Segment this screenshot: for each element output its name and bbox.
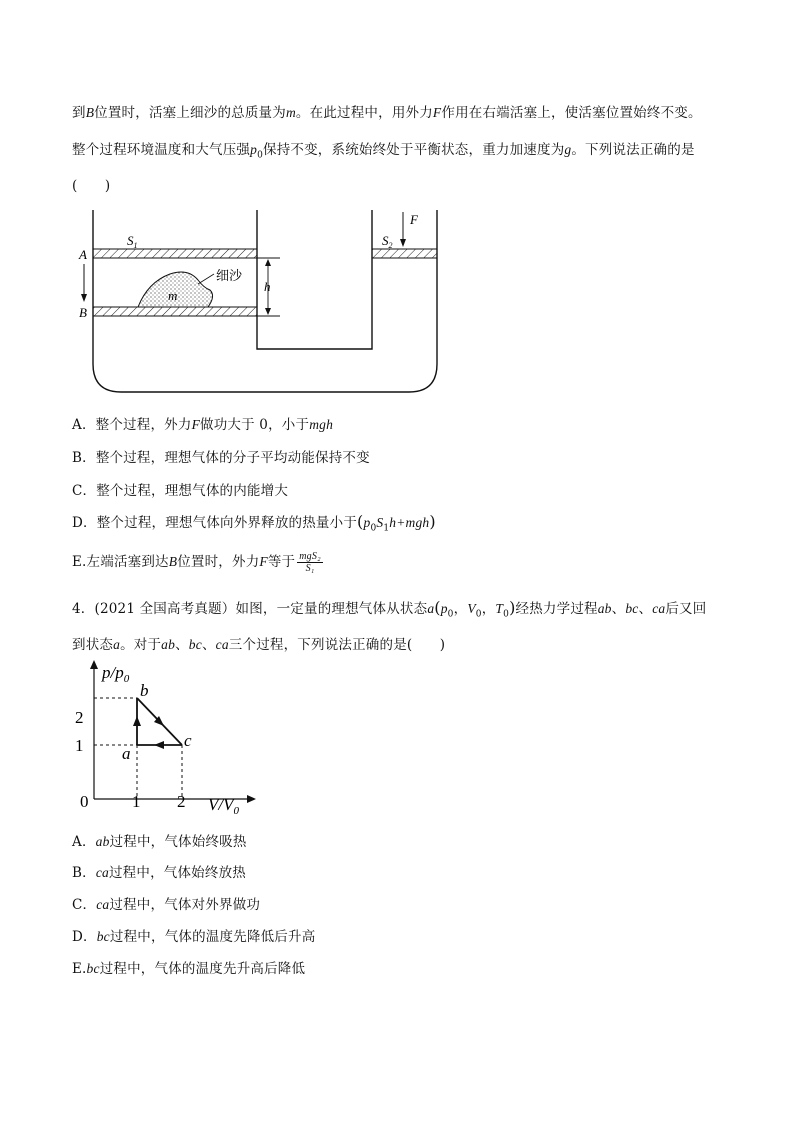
- text-segment: 到: [72, 105, 86, 121]
- piston-s2: [372, 249, 437, 258]
- text-segment: 作用在右端活塞上，使活塞位置始终不变。: [441, 105, 702, 121]
- q3-option-C: C．整个过程，理想气体的内能增大: [72, 483, 289, 499]
- y-tick-2: 2: [75, 708, 84, 727]
- label-sand: 细沙: [216, 268, 243, 283]
- fraction-mgS2-over-S1: $\frac{\text{mgS₂}}{\text{S₁}}$: [299, 551, 321, 574]
- point-label-b: b: [140, 681, 149, 700]
- text-segment: 整个过程环境温度和大气压强: [72, 142, 251, 158]
- q4-text-line-1: 4．(2021 全国高考真题）如图，一定量的理想气体从状态$a(p_0$，$V_0$，$T_0$)经热力学过程ab、bc、ca后又回: [72, 598, 707, 620]
- q3-text-line-1: [72, 101, 702, 121]
- piston-at-B: [93, 307, 257, 316]
- label-h: h: [264, 279, 271, 294]
- text-segment: 。下列说法正确的是: [571, 142, 695, 158]
- label-m: m: [168, 288, 178, 303]
- q4-text-line-2: 到状态a。对于ab、bc、ca三个过程，下列说法正确的是( ): [72, 637, 446, 653]
- pv-diagram: [72, 656, 262, 818]
- answer-bracket: ( ): [72, 178, 111, 194]
- subscript: 0: [257, 150, 263, 161]
- piston-container-figure: [70, 204, 450, 398]
- math-B: B: [85, 105, 95, 120]
- axis-label-x: $V/V_0$: [208, 795, 239, 817]
- q4-option-C: C．ca过程中，气体对外界做功: [72, 897, 261, 913]
- text-segment: 位置时，活塞上细沙的总质量为: [94, 105, 286, 121]
- label-B: B: [79, 305, 87, 320]
- q4-option-E: E.bc过程中，气体的温度先升高后降低: [72, 961, 306, 977]
- label-A: A: [79, 247, 87, 262]
- math-F: F: [432, 105, 442, 120]
- q3-answer-bracket: [72, 174, 110, 194]
- q3-option-E: E.左端活塞到达B位置时，外力F等于 $\frac{\text{mgS₂}}{\text{S₁}}$: [72, 551, 321, 574]
- axis-label-y: $p/p_0$: [102, 663, 130, 685]
- math-m: m: [285, 105, 296, 120]
- point-label-a: a: [122, 744, 131, 763]
- q3-text-line-2: [72, 138, 695, 161]
- q3-option-A: A．整个过程，外力F做功大于 0，小于mgh: [72, 417, 334, 433]
- text-segment: 保持不变，系统始终处于平衡状态，重力加速度为: [263, 142, 565, 158]
- x-tick-1: 1: [132, 792, 141, 811]
- label-S2: $S_2$: [382, 233, 393, 250]
- text-segment: 。在此过程中，用外力: [295, 105, 433, 121]
- center-divider: [257, 210, 372, 349]
- math-p0: p: [250, 142, 258, 157]
- x-tick-2: 2: [177, 792, 186, 811]
- q3-option-B: B．整个过程，理想气体的分子平均动能保持不变: [72, 450, 370, 466]
- label-S1: $S_1$: [127, 233, 138, 250]
- origin-label: 0: [80, 792, 89, 811]
- label-F: F: [410, 212, 418, 227]
- piston-s1-at-A: [93, 249, 257, 258]
- sand-label-leader: [198, 274, 214, 284]
- q4-option-B: B．ca过程中，气体始终放热: [72, 865, 246, 881]
- y-tick-1: 1: [75, 736, 84, 755]
- math-g: g: [564, 142, 572, 157]
- q4-option-D: D．bc过程中，气体的温度先降低后升高: [72, 929, 316, 945]
- q4-option-A: A．ab过程中，气体始终吸热: [72, 834, 247, 850]
- point-label-c: c: [184, 731, 192, 750]
- q3-option-D: D．整个过程，理想气体向外界释放的热量小于$(p_0S_1h+mgh)$: [72, 512, 436, 534]
